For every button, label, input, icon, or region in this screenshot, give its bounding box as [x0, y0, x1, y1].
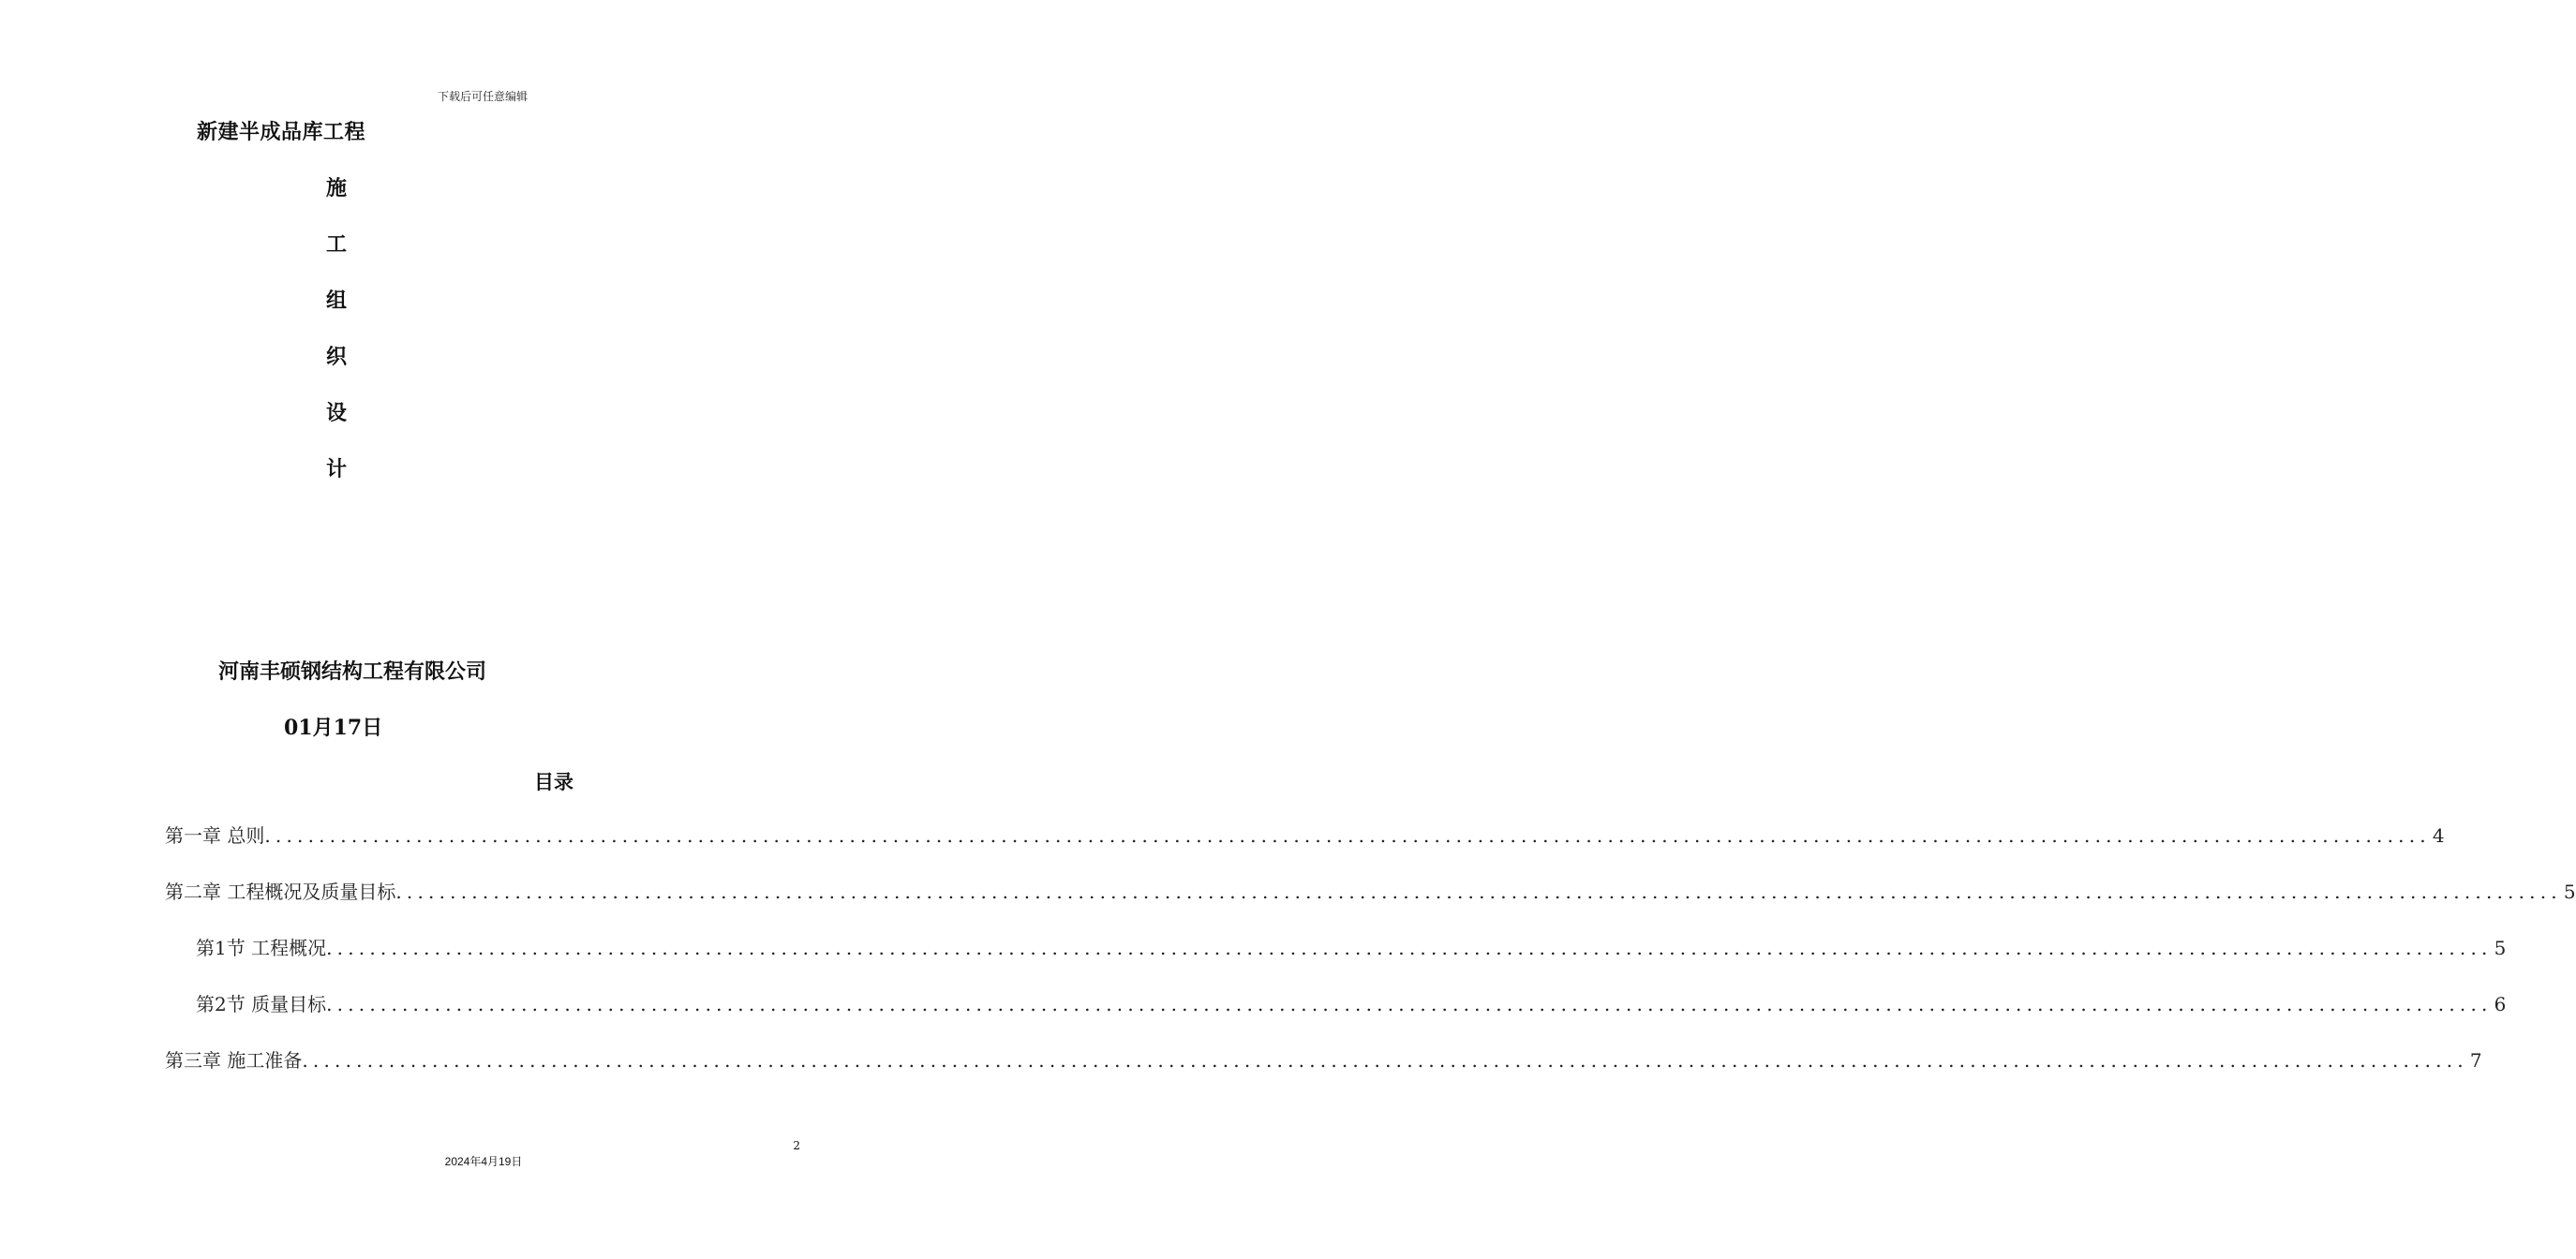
doc-type-char: 工: [326, 232, 348, 257]
toc-entry-page: 5: [2494, 937, 2507, 959]
footer-date: 2024年4月19日: [444, 1155, 523, 1168]
toc-leader-dots: ........................................................................................................................................................................................................: [264, 824, 2431, 847]
toc-leader-dots: ........................................................................................................................................................................................................: [326, 937, 2493, 959]
toc-leader-dots: ........................................................................................................................................................................................................: [395, 881, 2562, 903]
header-note: 下载后可任意编辑: [437, 90, 528, 103]
page-number: 2: [793, 1139, 800, 1152]
toc-entry-page: 7: [2469, 1049, 2482, 1072]
toc-entry-label: 第2节 质量目标: [196, 993, 327, 1015]
doc-type-char: 施: [326, 176, 348, 200]
toc-entry-label: 第一章 总则: [165, 824, 265, 847]
toc-entry[interactable]: [196, 989, 2507, 1017]
toc-leader-dots: ........................................................................................................................................................................................................: [302, 1049, 2468, 1072]
toc-entry-page: 4: [2432, 824, 2445, 847]
toc-entry-page: 5: [2563, 881, 2576, 903]
doc-type-char: 计: [326, 457, 348, 481]
toc-entry-label: 第1节 工程概况: [196, 937, 327, 959]
company-name: 河南丰硕钢结构工程有限公司: [218, 659, 487, 684]
toc-entry[interactable]: [165, 1045, 2482, 1074]
toc-entry[interactable]: [165, 821, 2445, 849]
toc-entry-label: 第三章 施工准备: [165, 1049, 303, 1072]
doc-type-char: 织: [326, 345, 348, 369]
document-date: 01月17日: [284, 716, 383, 740]
doc-type-char: 组: [326, 289, 348, 313]
toc-leader-dots: ........................................................................................................................................................................................................: [326, 993, 2493, 1015]
toc-entry-page: 6: [2494, 993, 2507, 1015]
project-title: 新建半成品库工程: [197, 120, 366, 144]
toc-entry[interactable]: [196, 933, 2507, 961]
toc-entry[interactable]: [165, 877, 2576, 905]
toc-entry-label: 第二章 工程概况及质量目标: [165, 881, 396, 903]
doc-type-char: 设: [326, 401, 348, 425]
toc-title: 目录: [534, 770, 573, 793]
